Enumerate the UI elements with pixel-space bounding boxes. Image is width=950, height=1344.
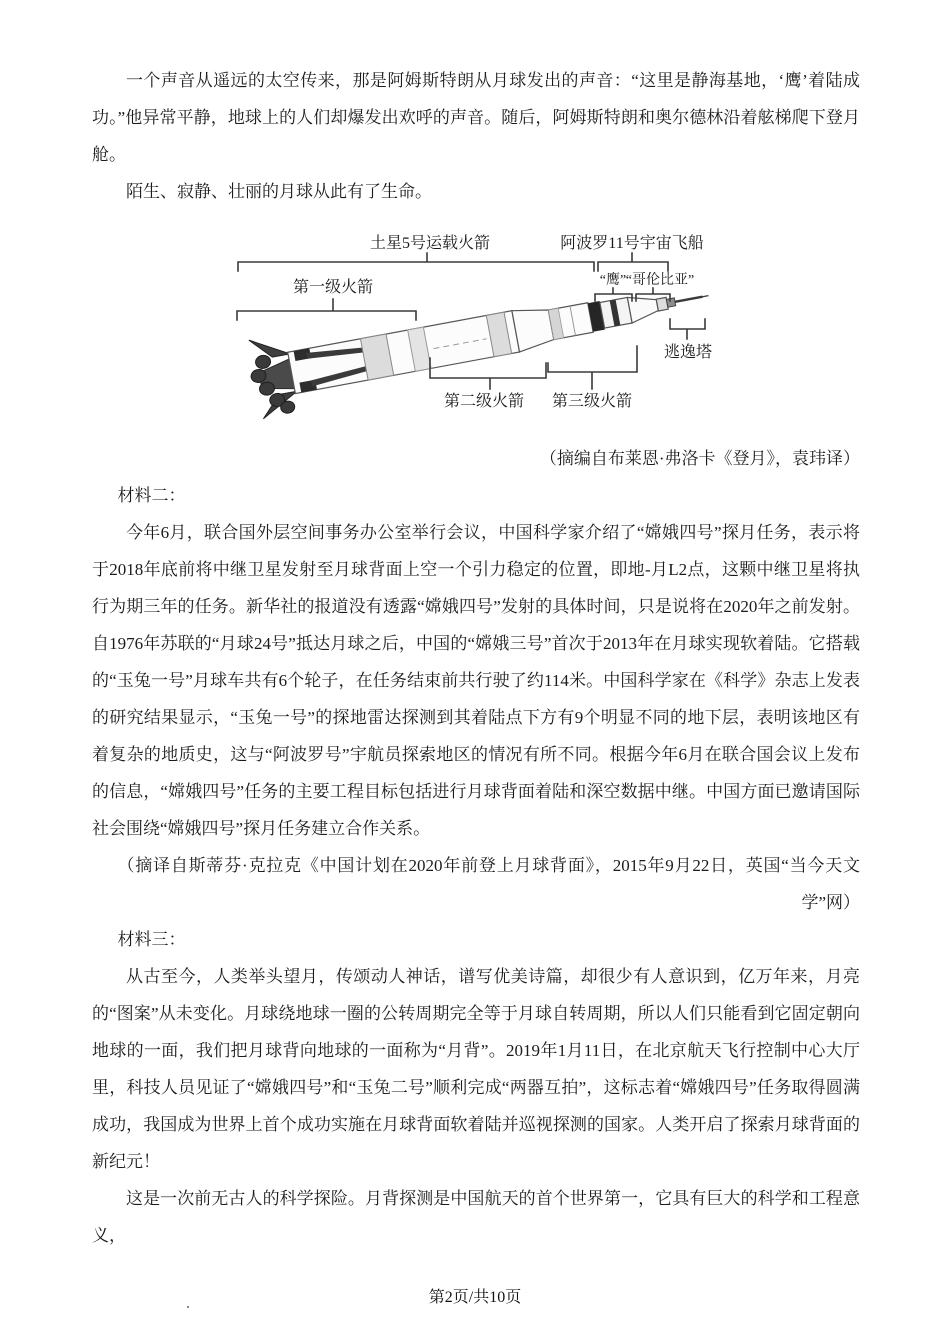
- label-columbia: “哥伦比亚”: [625, 273, 695, 288]
- paragraph-change4-mission: 今年6月，联合国外层空间事务办公室举行会议，中国科学家介绍了“嫦娥四号”探月任务，表示将于2018年底前将中继卫星发射至月球背面上空一个引力稳定的位置，即地-月L2点，这颗中继卫星将执行为期三年的任务。新华社的报道没有透露“嫦娥四号”发射的具体时间，只是说将在2020年之前发射。自1976年苏联的“月球24号”抵达月球之后，中国的“嫦娥三号”首次于2013年在月球实现软着陆。它搭载的“玉兔一号”月球车共有6个轮子，在任务结束前共行驶了约114米。中国科学家在《科学》杂志上发表的研究结果显示，“玉兔一号”的探地雷达探测到其着陆点下方有9个明显不同的地下层，表明该地区有着复杂的地质史，这与“阿波罗号”宇航员探索地区的情况有所不同。根据今年6月在联合国会议上发布的信息，“嫦娥四号”任务的主要工程目标包括进行月球背面着陆和深空数据中继。中国方面已邀请国际社会围绕“嫦娥四号”探月任务建立合作关系。: [92, 523, 860, 838]
- bracket-stage1: [237, 299, 416, 320]
- engine-bell: [254, 354, 271, 370]
- page-number: 第2页/共10页: [428, 1289, 522, 1306]
- label-saturn-rocket: 土星5号运载火箭: [369, 235, 491, 252]
- label-escape-tower: 逃逸塔: [663, 344, 713, 361]
- label-stage2: 第二级火箭: [443, 393, 525, 410]
- bracket-escape-tower: [670, 319, 705, 339]
- needle-tip: [703, 296, 709, 297]
- rocket-diagram-svg: [230, 220, 870, 440]
- label-stage1: 第一级火箭: [292, 279, 374, 296]
- material2-heading: 材料二：: [117, 486, 186, 505]
- paragraph-armstrong-voice: 一个声音从遥远的太空传来，那是阿姆斯特朗从月球发出的声音：“这里是静海基地，‘鹰’着陆成功。”他异常平静，地球上的人们却爆发出欢呼的声音。随后，阿姆斯特朗和奥尔德林沿着舷梯爬下登月舱。: [92, 71, 860, 164]
- label-stage3: 第三级火箭: [551, 393, 633, 410]
- bracket-apollo-spacecraft: [598, 253, 668, 271]
- material3-heading: 材料三：: [117, 930, 186, 949]
- saturn-v-rocket-diagram: [230, 220, 870, 440]
- paragraph-moon-alive: 陌生、寂静、壮丽的月球从此有了生命。: [126, 182, 432, 201]
- escape-tower-needle: [675, 296, 703, 303]
- source-attribution-flocca: （摘编自布莱恩·弗洛卡《登月》，袁玮译）: [539, 449, 860, 468]
- bracket-stage3: [548, 346, 637, 389]
- paragraph-moon-far-side: 从古至今，人类举头望月，传颂动人神话，谱写优美诗篇，却很少有人意识到，亿万年来，月亮的“图案”从未变化。月球绕地球一圈的公转周期完全等于月球自转周期，所以人们只能看到它固定朝向地球的一面，我们把月球背向地球的一面称为“月背”。2019年1月11日，在北京航天飞行控制中心大厅里，科技人员见证了“嫦娥四号”和“玉兔二号”顺利完成“两器互拍”，这标志着“嫦娥四号”任务取得圆满成功，我国成为世界上首个成功实施在月球背面软着陆并巡视探测的国家。人类开启了探索月球背面的新纪元！: [92, 967, 860, 1171]
- label-apollo-spacecraft: 阿波罗11号宇宙飞船: [560, 235, 704, 252]
- paragraph-science-exploration: 这是一次前无古人的科学探险。月背探测是中国航天的首个世界第一，它具有巨大的科学和工程意义，: [92, 1189, 860, 1245]
- source-attribution-clark: （摘译自斯蒂芬·克拉克《中国计划在2020年前登上月球背面》，2015年9月22日，英国“当今天文学”网）: [117, 856, 860, 912]
- escape-motor: [666, 298, 675, 307]
- rocket-fin-top: [249, 333, 290, 361]
- label-eagle: “鹰”: [599, 273, 627, 288]
- bracket-saturn-rocket: [238, 253, 594, 271]
